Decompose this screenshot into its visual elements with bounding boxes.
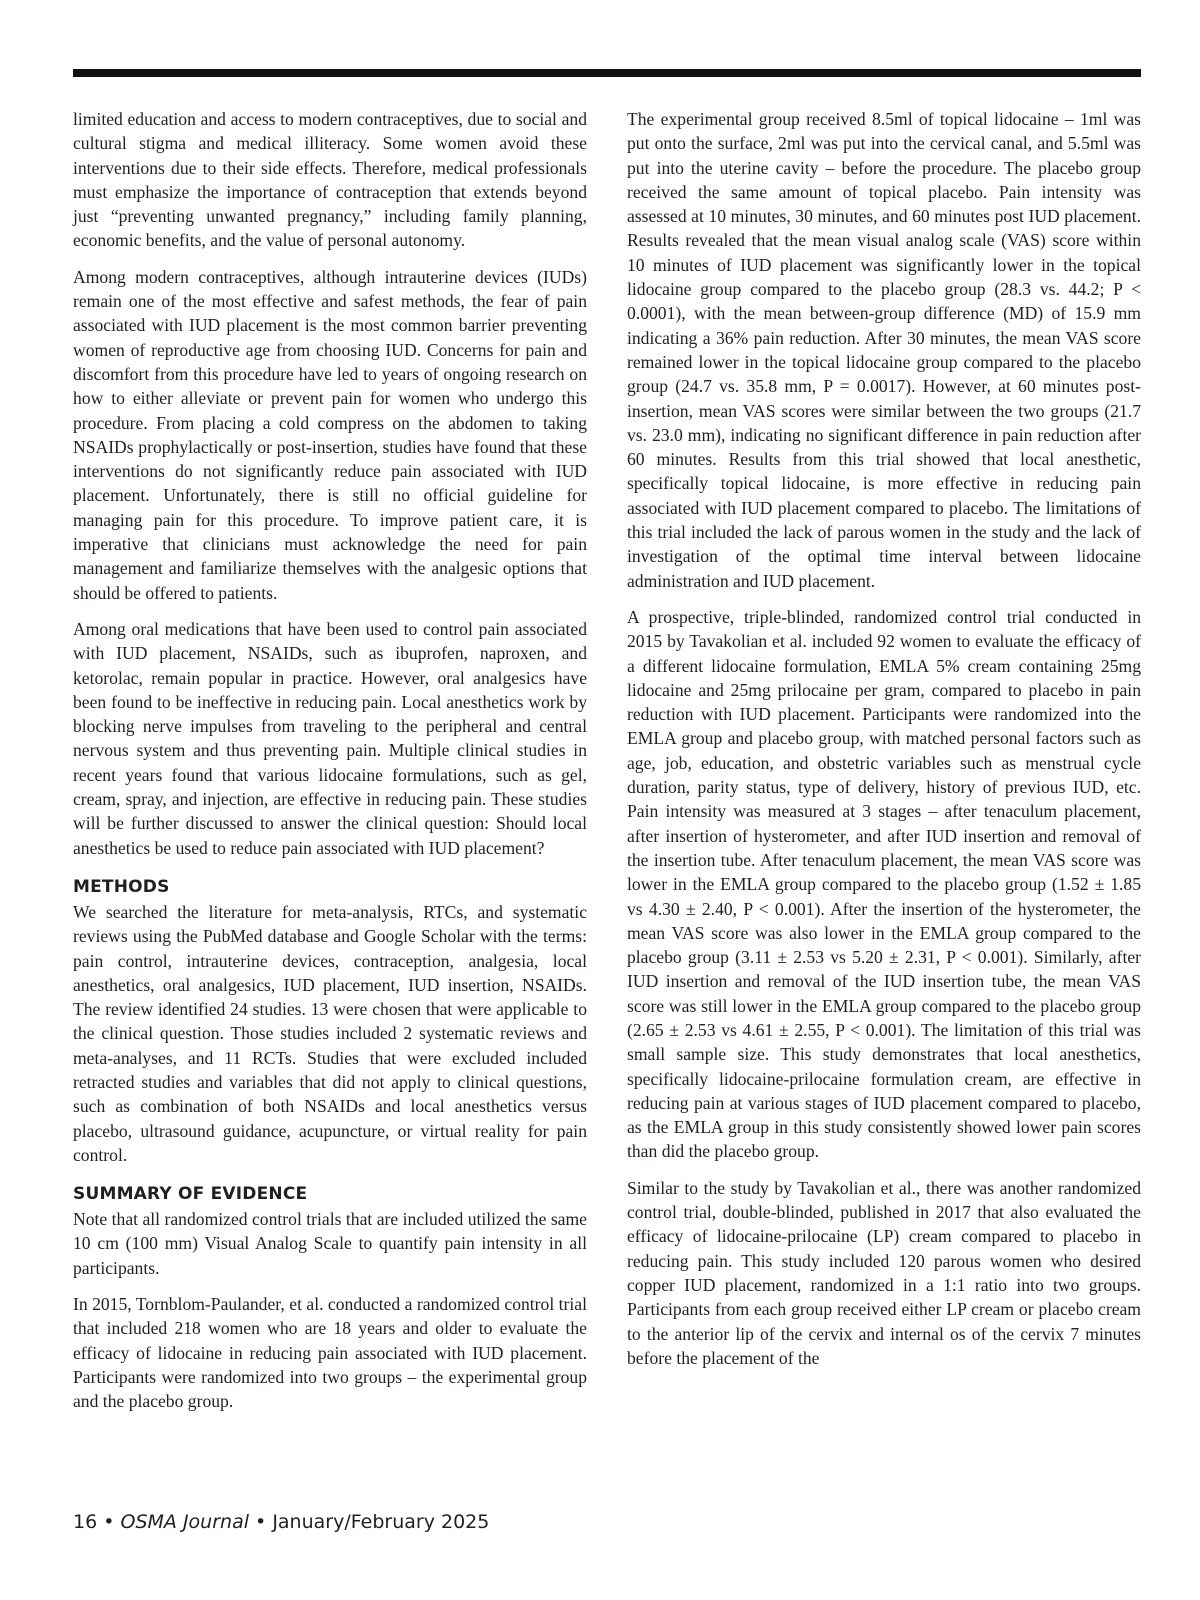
page-footer (73, 1510, 489, 1534)
body-paragraph: The experimental group received 8.5ml of topical lidocaine – 1ml was put onto the surface, 2ml was put into the cervical canal, and 5.5ml was put into the uterine cavity – before the procedure. The placebo group received the same amount of topical placebo. Pain intensity was assessed at 10 minutes, 30 minutes, and 60 minutes post IUD placement. Results revealed that the mean visual analog scale (VAS) score within 10 minutes of IUD placement was significantly lower in the topical lidocaine group compared to the placebo group (28.3 vs. 44.2; P < 0.0001), with the mean between-group difference (MD) of 15.9 mm indicating a 36% pain reduction. After 30 minutes, the mean VAS score remained lower in the topical lidocaine group compared to the placebo group (24.7 vs. 35.8 mm, P = 0.0017). However, at 60 minutes post-insertion, mean VAS scores were similar between the two groups (21.7 vs. 23.0 mm), indicating no significant difference in pain reduction after 60 minutes. Results from this trial showed that local anesthetic, specifically topical lidocaine, is more effective in reducing pain associated with IUD placement compared to placebo. The limitations of this trial included the lack of parous women in the study and the lack of investigation of the optimal time interval between lidocaine administration and IUD placement. (627, 109, 1141, 591)
methods-paragraph: We searched the literature for meta-analysis, RTCs, and systematic reviews using the PubMed database and Google Scholar with the terms: pain control, intrauterine devices, contraception, analgesia, local anesthetics, oral analgesics, IUD placement, IUD insertion, NSAIDs. The review identified 24 studies. 13 were chosen that were applicable to the clinical question. Those studies included 2 systematic reviews and meta-analyses, and 11 RCTs. Studies that were excluded included retracted studies and variables that did not apply to clinical questions, such as combination of both NSAIDs and local anesthetics versus placebo, ultrasound guidance, acupuncture, or virtual reality for pain control. (73, 901, 587, 1165)
summary-heading: SUMMARY OF EVIDENCE (73, 1184, 308, 1205)
journal-name: OSMA Journal (120, 1511, 249, 1533)
left-column (73, 107, 587, 1426)
body-paragraph: A prospective, triple-blinded, randomized control trial conducted in 2015 by Tavakolian et al. included 92 women to evaluate the efficacy of a different lidocaine formulation, EMLA 5% cream containing 25mg lidocaine and 25mg prilocaine per gram, compared to placebo in pain reduction with IUD placement. Participants were randomized into the EMLA group and placebo group, with matched personal factors such as age, job, education, and obstetric variables such as menstrual cycle duration, parity status, type of delivery, history of previous IUD, etc. Pain intensity was measured at 3 stages – after tenaculum placement, after insertion of hysterometer, and after IUD insertion and removal of the insertion tube. After tenaculum placement, the mean VAS score was lower in the EMLA group compared to the placebo group (1.52 ± 1.85 vs 4.30 ± 2.40, P < 0.001). After the insertion of the hysterometer, the mean VAS score was also lower in the EMLA group compared to the placebo group (3.11 ± 2.53 vs 5.20 ± 2.31, P < 0.001). Similarly, after IUD insertion and removal of the IUD insertion tube, the mean VAS score was still lower in the EMLA group compared to the placebo group (2.65 ± 2.53 vs 4.61 ± 2.55, P < 0.001). The limitation of this trial was small sample size. This study demonstrates that local anesthetics, specifically lidocaine-prilocaine formulation cream, are effective in reducing pain at various stages of IUD placement compared to placebo, as the EMLA group in this study consistently showed lower pain scores than did the placebo group. (627, 606, 1141, 1162)
body-paragraph: Similar to the study by Tavakolian et al., there was another randomized control trial, double-blinded, published in 2017 that also evaluated the efficacy of lidocaine-prilocaine (LP) cream compared to placebo in reducing pain. This study included 120 parous women who desired copper IUD placement, randomized in a 1:1 ratio into two groups. Participants from each group received either LP cream or placebo cream to the anterior lip of the cervix and internal os of the cervix 7 minutes before the placement of the (627, 1177, 1141, 1368)
body-paragraph: Among oral medications that have been used to control pain associated with IUD placement, NSAIDs, such as ibuprofen, naproxen, and ketorolac, remain popular in practice. However, oral analgesics have been found to be ineffective in reducing pain. Local anesthetics work by blocking nerve impulses from traveling to the peripheral and central nervous system and thus preventing pain. Multiple clinical studies in recent years found that various lidocaine formulations, such as gel, cream, spray, and injection, are effective in reducing pain. These studies will be further discussed to answer the clinical question: Should local anesthetics be used to reduce pain associated with IUD placement? (73, 618, 587, 858)
top-rule (73, 69, 1141, 77)
page-number: 16 (73, 1511, 98, 1533)
summary-paragraph: Note that all randomized control trials that are included utilized the same 10 cm (100 mm) Visual Analog Scale to quantify pain intensity in all participants. (73, 1209, 587, 1278)
footer-separator: • (255, 1511, 267, 1533)
right-column (627, 107, 1141, 1382)
body-paragraph: Among modern contraceptives, although intrauterine devices (IUDs) remain one of the most effective and safest methods, the fear of pain associated with IUD placement is the most common barrier preventing women of reproductive age from choosing IUD. Concerns for pain and discomfort from this procedure have led to years of ongoing research on how to either alleviate or prevent pain for women who undergo this procedure. From placing a cold compress on the abdomen to taking NSAIDs prophylactically or post-insertion, studies have found that these interventions do not significantly reduce pain associated with IUD placement. Unfortunately, there is still no official guideline for managing pain for this procedure. To improve patient care, it is imperative that clinicians must acknowledge the need for pain management and familiarize themselves with the analgesic options that should be offered to patients. (73, 266, 587, 603)
issue-date: January/February 2025 (272, 1511, 490, 1533)
summary-paragraph: In 2015, Tornblom-Paulander, et al. conducted a randomized control trial that included 218 women who are 18 years and older to evaluate the efficacy of lidocaine in reducing pain associated with IUD placement. Participants were randomized into two groups – the experimental group and the placebo group. (73, 1294, 587, 1412)
methods-heading: METHODS (73, 876, 170, 897)
body-paragraph: limited education and access to modern contraceptives, due to social and cultural stigma and medical illiteracy. Some women avoid these interventions due to their side effects. Therefore, medical professionals must emphasize the importance of contraception that extends beyond just “preventing unwanted pregnancy,” including family planning, economic benefits, and the value of personal autonomy. (73, 109, 587, 251)
footer-separator: • (103, 1511, 115, 1533)
